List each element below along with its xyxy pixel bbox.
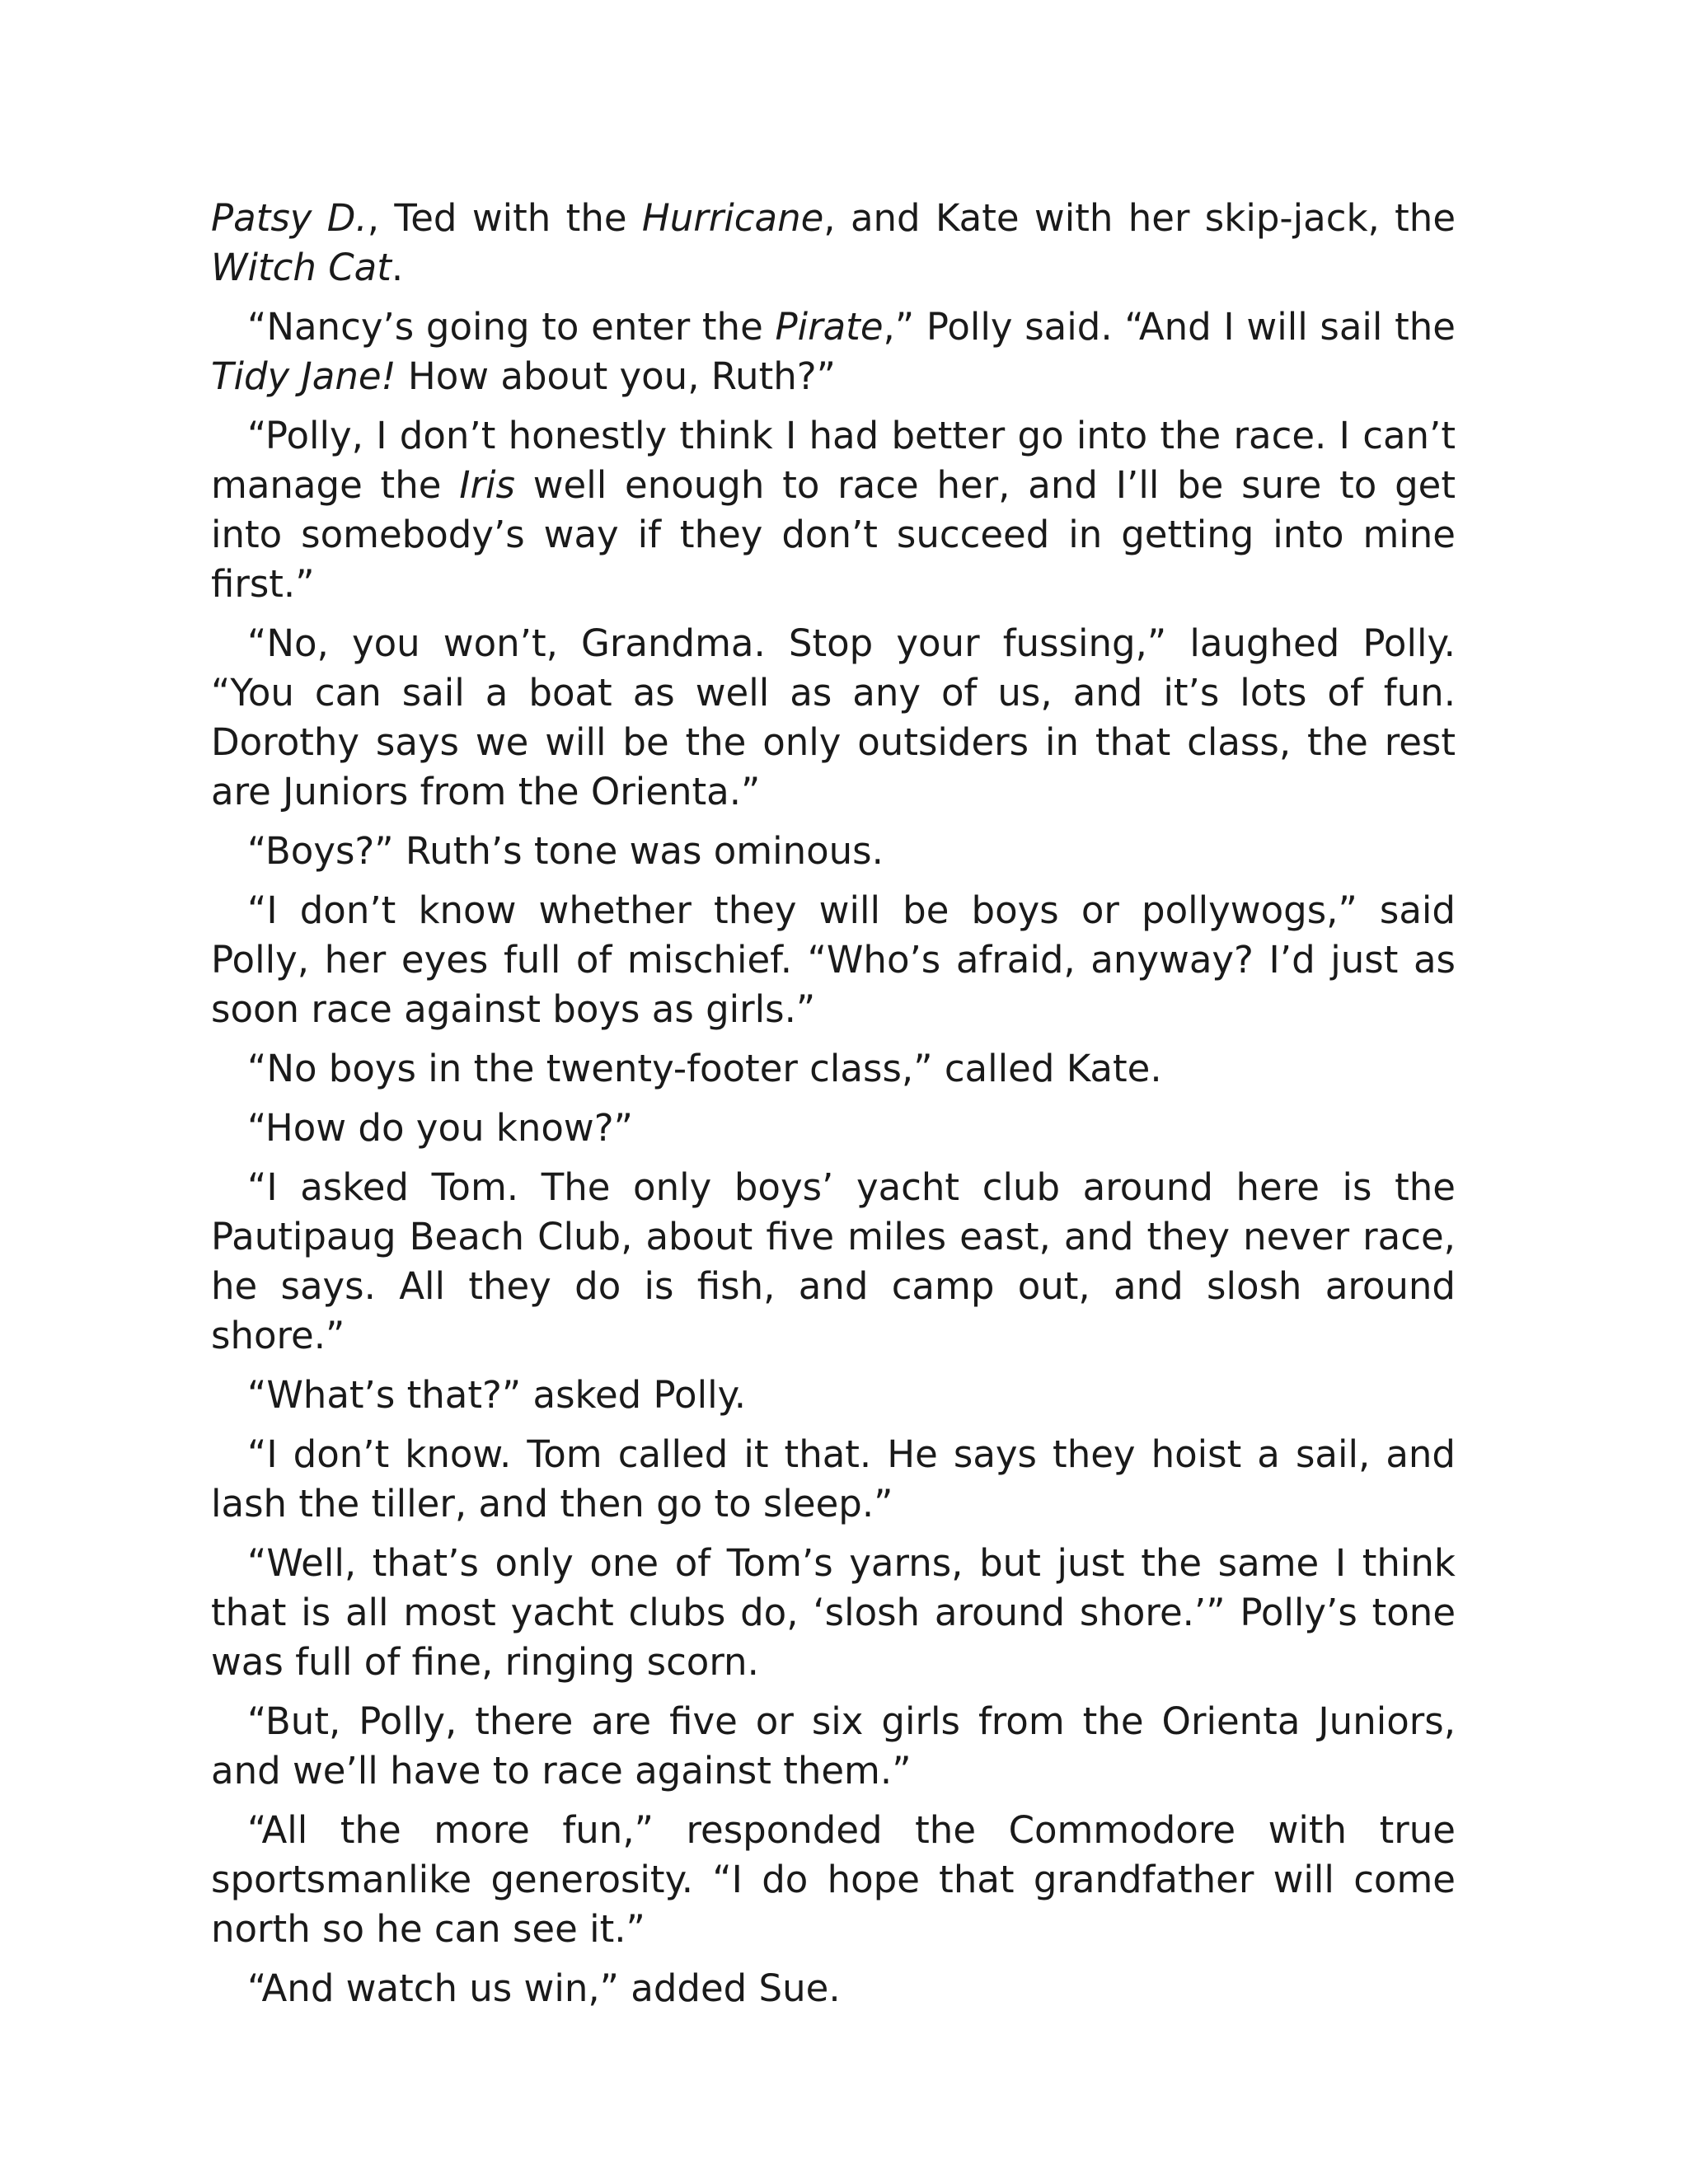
text-run: ,” Polly said. “And I will sail the: [883, 305, 1456, 349]
text-run: “I don’t know. Tom called it that. He says they hoist a sail, and lash the tiller, and then go to sleep.”: [211, 1432, 1456, 1526]
text-run: “And watch us win,” added Sue.: [247, 1966, 841, 2010]
paragraph: [211, 1163, 1456, 1361]
text-run: “Polly, I don’t honestly think I had better go into the race. I can’t manage the: [211, 414, 1456, 507]
text-run: “All the more fun,” responded the Commodore with true sportsmanlike generosity. “I do hope that grandfather will come north so he can see it.”: [211, 1808, 1456, 1951]
paragraph: [211, 1371, 1456, 1420]
text-run: “No boys in the twenty-footer class,” called Kate.: [247, 1047, 1162, 1090]
text-run: How about you, Ruth?”: [396, 354, 836, 398]
text-run: “I asked Tom. The only boys’ yacht club around here is the Pautipaug Beach Club, about five miles east, and they never race, he says. All they do is fish, and camp out, and slosh around shore.”: [211, 1165, 1456, 1357]
body-text: [211, 194, 1456, 2023]
italic-text: Patsy D.: [211, 196, 368, 240]
text-run: , Ted with the: [367, 196, 642, 240]
italic-text: Iris: [459, 463, 515, 507]
text-run: “I don’t know whether they will be boys or pollywogs,” said Polly, her eyes full of mischief. “Who’s afraid, anyway? I’d just as soon race against boys as girls.”: [211, 888, 1456, 1031]
italic-text: Witch Cat: [211, 246, 392, 289]
text-run: “No, you won’t, Grandma. Stop your fussing,” laughed Polly. “You can sail a boat as well as any of us, and it’s lots of fun. Dorothy says we will be the only outsiders in that class, the rest are Juniors from the Orienta.”: [211, 621, 1456, 813]
text-run: “But, Polly, there are five or six girls from the Orienta Juniors, and we’ll have to race against them.”: [211, 1699, 1456, 1793]
paragraph: [211, 1539, 1456, 1687]
paragraph: [211, 411, 1456, 609]
italic-text: Tidy Jane!: [211, 354, 396, 398]
paragraph: [211, 1044, 1456, 1094]
text-run: “Nancy’s going to enter the: [247, 305, 776, 349]
paragraph: [211, 1104, 1456, 1153]
italic-text: Pirate: [775, 305, 884, 349]
paragraph: [211, 1964, 1456, 2013]
paragraph: [211, 619, 1456, 817]
text-run: “How do you know?”: [247, 1106, 633, 1150]
text-run: “What’s that?” asked Polly.: [247, 1373, 747, 1417]
paragraph: [211, 827, 1456, 876]
italic-text: Hurricane: [641, 196, 824, 240]
paragraph: [211, 1697, 1456, 1796]
text-run: “Boys?” Ruth’s tone was ominous.: [247, 829, 884, 873]
paragraph: [211, 194, 1456, 293]
text-run: .: [391, 246, 404, 289]
text-run: well enough to race her, and I’ll be sure to get into somebody’s way if they don’t succeed in getting into mine first.”: [211, 463, 1456, 606]
text-run: “Well, that’s only one of Tom’s yarns, but just the same I think that is all most yacht clubs do, ‘slosh around shore.’” Polly’s tone was full of fine, ringing scorn.: [211, 1541, 1456, 1684]
paragraph: [211, 1806, 1456, 1954]
paragraph: [211, 302, 1456, 401]
text-run: , and Kate with her skip-jack, the: [823, 196, 1456, 240]
paragraph: [211, 886, 1456, 1034]
paragraph: [211, 1430, 1456, 1529]
